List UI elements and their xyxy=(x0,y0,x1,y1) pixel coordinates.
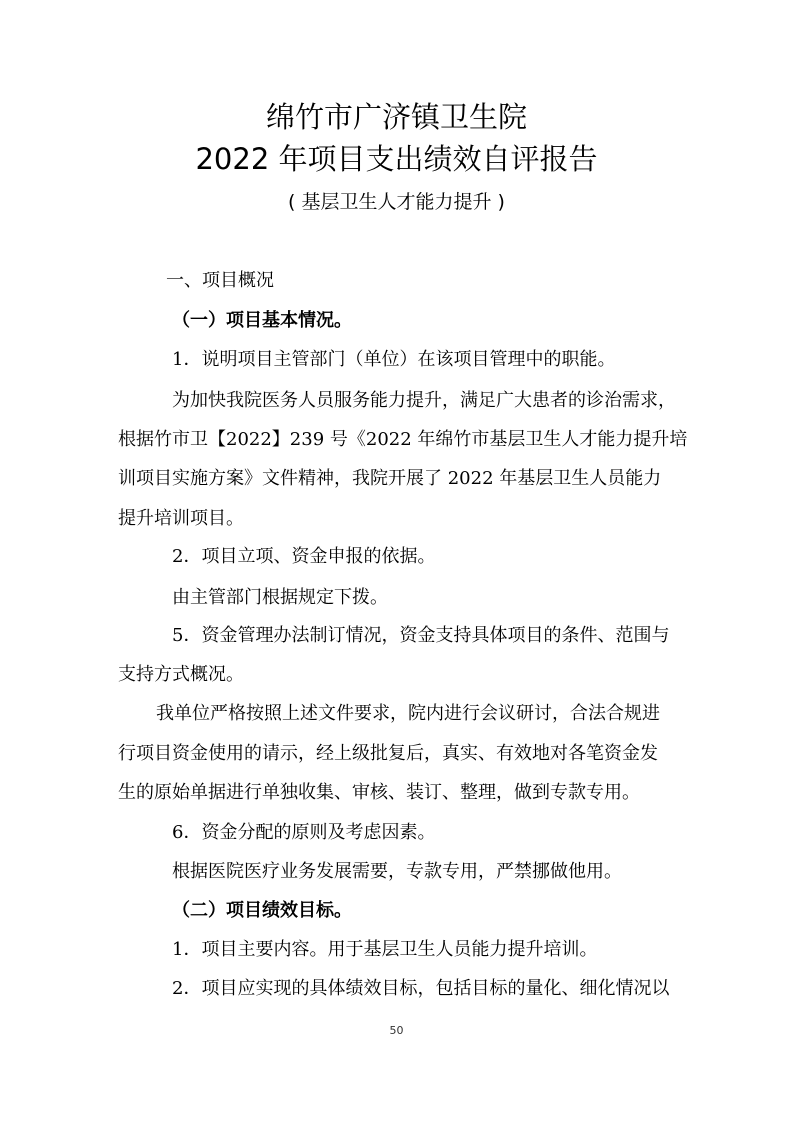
page-number: 50 xyxy=(389,1024,404,1037)
paragraph-line: 根据竹市卫【2022】239 号《2022 年绵竹市基层卫生人才能力提升培 xyxy=(118,429,688,450)
paragraph-line: 根据医院医疗业务发展需要，专款专用，严禁挪做他用。 xyxy=(172,861,622,882)
paragraph-item-2: 2．项目立项、资金申报的依据。 xyxy=(172,546,436,567)
subsection-heading-basic-info: （一）项目基本情况。 xyxy=(172,310,352,331)
document-title-line-2: 2022 年项目支出绩效自评报告 xyxy=(195,142,598,176)
paragraph-line: 训项目实施方案》文件精神，我院开展了 2022 年基层卫生人员能力 xyxy=(118,468,662,489)
paragraph-line: 行项目资金使用的请示，经上级批复后，真实、有效地对各笔资金发 xyxy=(118,743,658,764)
paragraph-line: 由主管部门根据规定下拨。 xyxy=(172,587,388,608)
paragraph-item-5: 5．资金管理办法制订情况，资金支持具体项目的条件、范围与 xyxy=(172,625,670,646)
paragraph-item-1: 1．说明项目主管部门（单位）在该项目管理中的职能。 xyxy=(172,349,616,370)
paragraph-item-2-goals: 2．项目应实现的具体绩效目标，包括目标的量化、细化情况以 xyxy=(172,978,670,999)
paragraph-line: 支持方式概况。 xyxy=(118,664,244,685)
document-title-line-1: 绵竹市广济镇卫生院 xyxy=(265,100,527,134)
document-subtitle: ( 基层卫生人才能力提升 ) xyxy=(288,191,505,213)
subsection-heading-performance-goals: （二）项目绩效目标。 xyxy=(172,900,352,921)
section-heading-project-overview: 一、项目概况 xyxy=(166,270,274,291)
paragraph-line: 为加快我院医务人员服务能力提升，满足广大患者的诊治需求， xyxy=(172,390,676,411)
paragraph-line: 提升培训项目。 xyxy=(118,508,244,529)
paragraph-item-1-content: 1．项目主要内容。用于基层卫生人员能力提升培训。 xyxy=(172,939,598,960)
paragraph-line: 生的原始单据进行单独收集、审核、装订、整理，做到专款专用。 xyxy=(118,782,640,803)
paragraph-line: 我单位严格按照上述文件要求，院内进行会议研讨，合法合规进 xyxy=(156,703,660,724)
title-block xyxy=(0,96,793,216)
paragraph-item-6: 6．资金分配的原则及考虑因素。 xyxy=(172,822,436,843)
